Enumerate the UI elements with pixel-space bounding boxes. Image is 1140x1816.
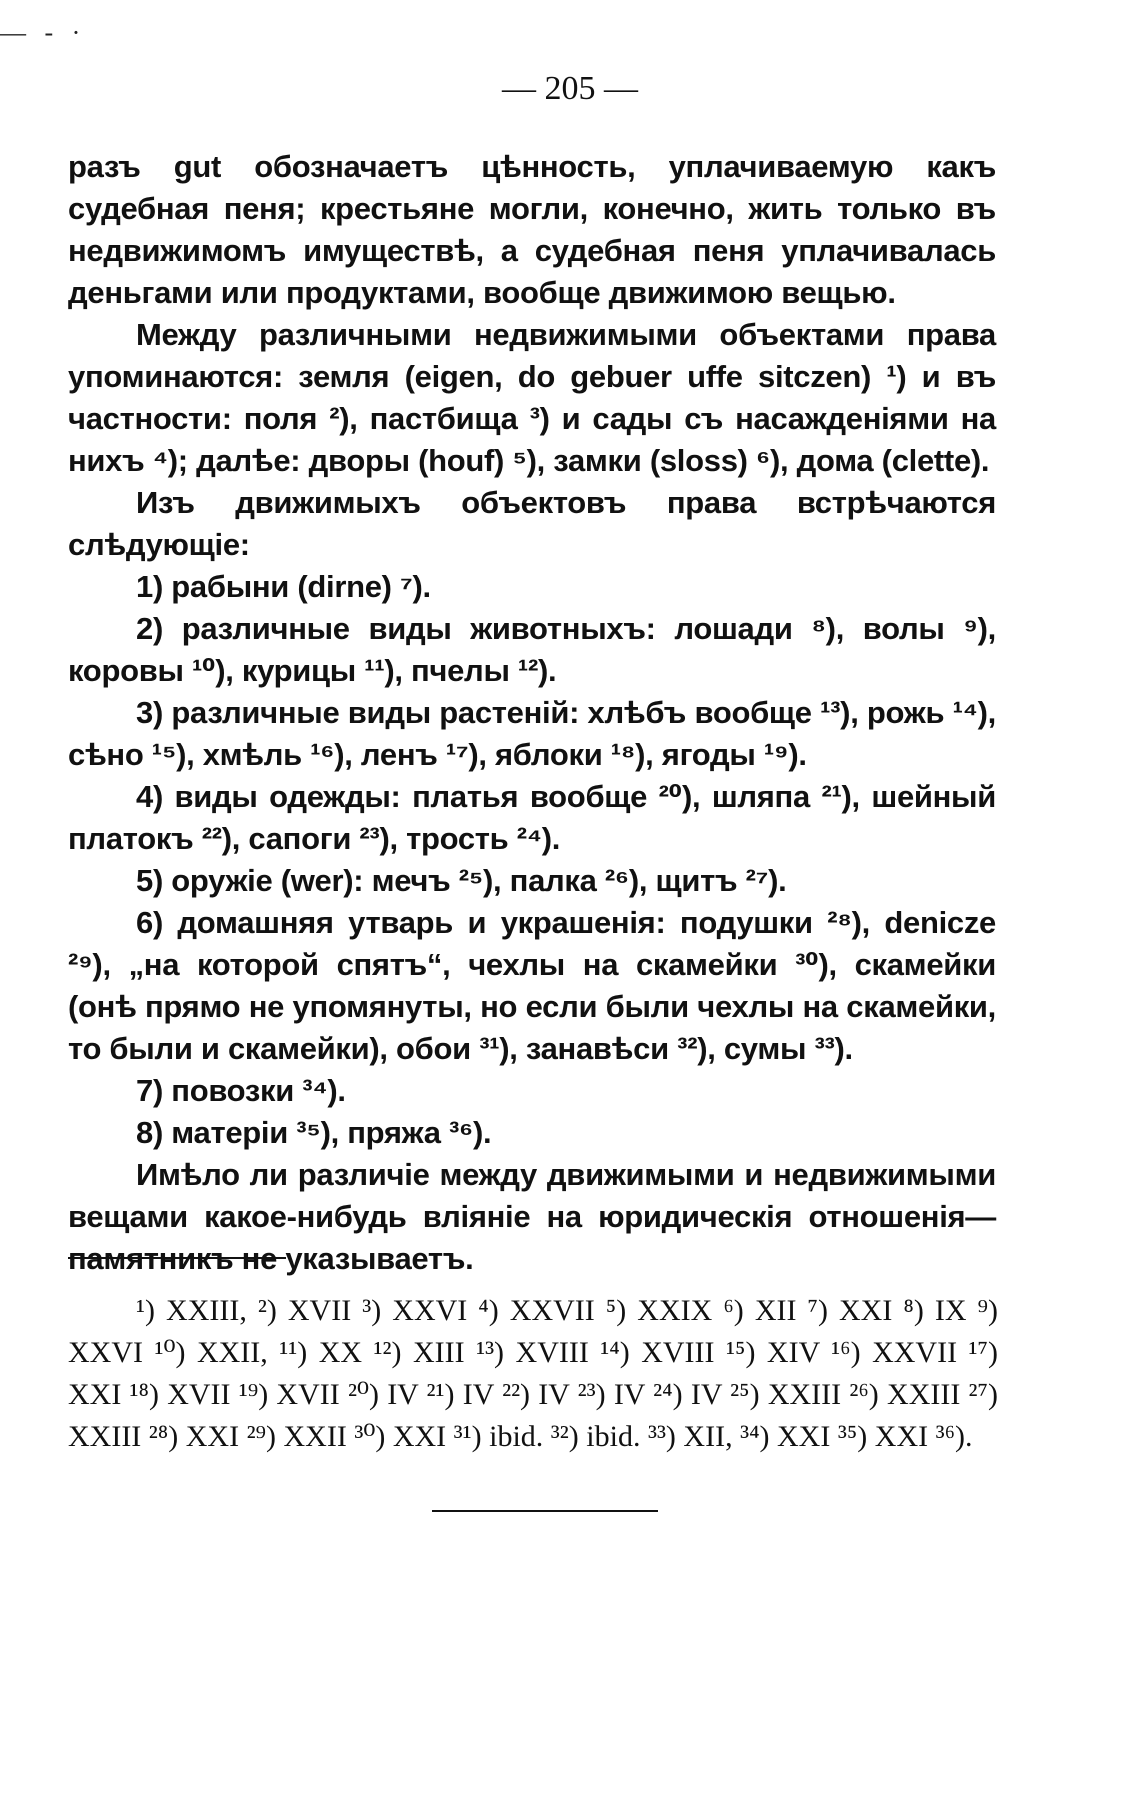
list-item: 6) домашняя утварь и украшенія: подушки ²⁸), denicze ²⁹), „на которой спятъ“, чехлы на скамейки ³⁰), скамейки (онѣ прямо не упомянуты, но если были чехлы на скамейки, то были и скамейки), обои ³¹), занавѣси ³²), сумы ³³).	[68, 905, 996, 1066]
list-item: 1) рабыни (dirne) ⁷).	[136, 569, 431, 604]
list-item: 2) различные виды животныхъ: лошади ⁸), волы ⁹), коровы ¹⁰), курицы ¹¹), пчелы ¹²).	[68, 611, 996, 688]
paragraph-3: Изъ движимыхъ объектовъ права встрѣчаются слѣдующіе:	[68, 485, 996, 562]
footnotes	[68, 1290, 998, 1458]
end-divider	[432, 1510, 658, 1512]
list-item: 5) оружіе (wer): мечъ ²⁵), палка ²⁶), щитъ ²⁷).	[136, 863, 787, 898]
main-text	[68, 146, 996, 1280]
paragraph-1: разъ gut обозначаетъ цѣнность, уплачиваемую какъ судебная пеня; крестьяне могли, конечно, жить только въ недвижимомъ имуществѣ, а судебная пеня уплачивалась деньгами или продуктами, вообще движимою вещью.	[68, 149, 996, 310]
footnote-text: ¹) XXIII, ²) XVII ³) XXVI ⁴) XXVII ⁵) XXIX ⁶) XII ⁷) XXI ⁸) IX ⁹) XXVI ¹⁰) XXII, ¹¹) XX ¹²) XIII ¹³) XVIII ¹⁴) XVIII ¹⁵) XIV ¹⁶) XXVII ¹⁷) XXI ¹⁸) XVII ¹⁹) XVII ²⁰) IV ²¹) IV ²²) IV ²³) IV ²⁴) IV ²⁵) XXIII ²⁶) XXIII ²⁷) XXIII ²⁸) XXI ²⁹) XXII ³⁰) XXI ³¹) ibid. ³²) ibid. ³³) XII, ³⁴) XXI ³⁵) XXI ³⁶).	[68, 1294, 998, 1453]
footnote-divider	[68, 1257, 286, 1259]
list-item: 7) повозки ³⁴).	[136, 1073, 346, 1108]
list-item: 8) матеріи ³⁵), пряжа ³⁶).	[136, 1115, 492, 1150]
list-item: 3) различные виды растеній: хлѣбъ вообще ¹³), рожь ¹⁴), сѣно ¹⁵), хмѣль ¹⁶), ленъ ¹⁷), яблоки ¹⁸), ягоды ¹⁹).	[68, 695, 996, 772]
paragraph-4: Имѣло ли различіе между движимыми и недвижимыми вещами какое-нибудь вліяніе на юридическія отношенія—памятникъ не указываетъ.	[68, 1157, 996, 1276]
paragraph-2: Между различными недвижимыми объектами права упоминаются: земля (eigen, do gebuer uffe sitczen) ¹) и въ частности: поля ²), пастбища ³) и сады съ насажденіями на нихъ ⁴); далѣе: дворы (houf) ⁵), замки (sloss) ⁶), дома (clette).	[68, 317, 996, 478]
corner-print-mark: — - ·	[0, 18, 87, 47]
page-number: — 205 —	[502, 70, 638, 107]
list-item: 4) виды одежды: платья вообще ²⁰), шляпа ²¹), шейный платокъ ²²), сапоги ²³), трость ²⁴).	[68, 779, 996, 856]
